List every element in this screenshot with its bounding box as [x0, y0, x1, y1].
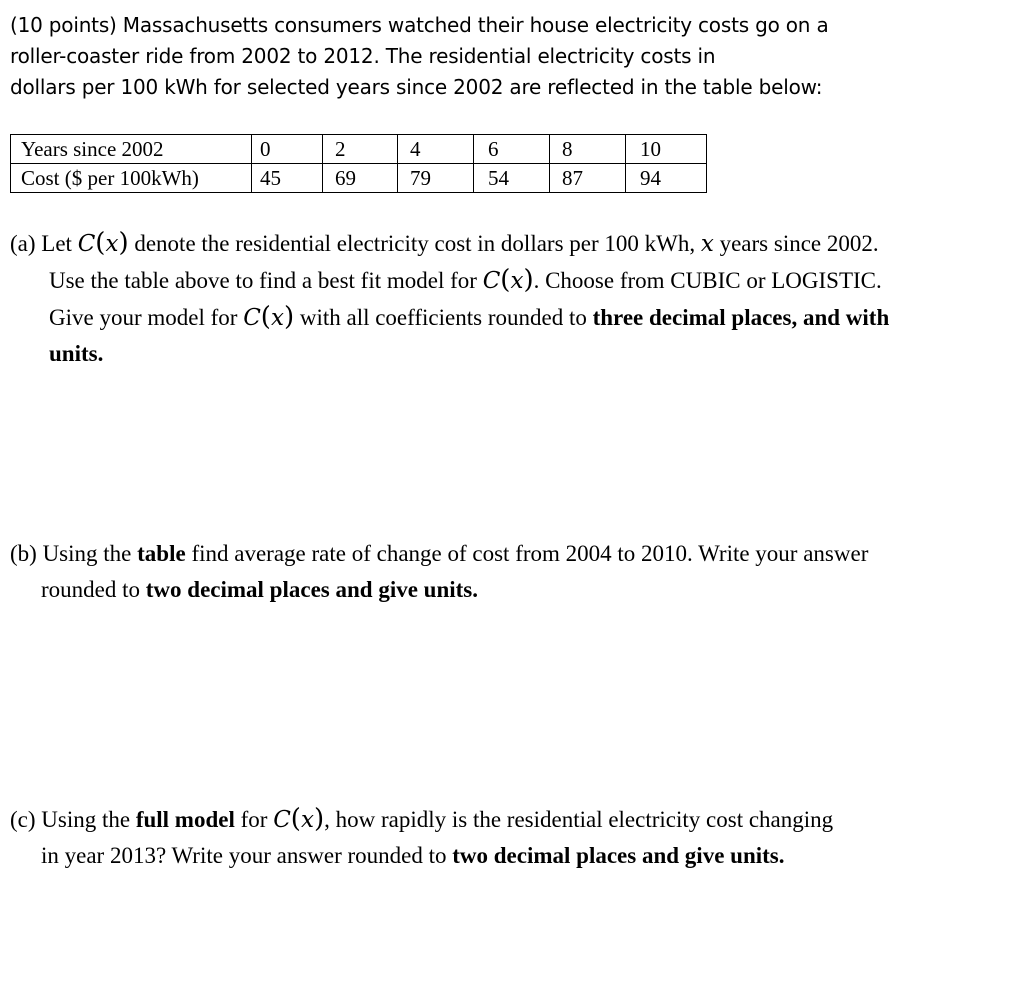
table-cell: 8: [550, 135, 626, 164]
question-c-line-2: [10, 838, 833, 874]
question-a-line-4: [10, 336, 889, 372]
bold-text: three decimal places, and with: [592, 305, 890, 330]
table-cell: 54: [474, 164, 550, 193]
text: (a) Let: [10, 231, 78, 256]
table-cell: 79: [398, 164, 474, 193]
table-row-years: [11, 135, 707, 164]
math-var: x: [270, 305, 284, 331]
question-a-line-1: [10, 225, 889, 262]
table-cell: 45: [252, 164, 323, 193]
math-c-of-x: C(x): [482, 265, 534, 295]
text: in year 2013? Write your answer rounded to: [41, 843, 453, 868]
text: (c) Using the: [10, 807, 136, 832]
question-b-line-1: [10, 536, 868, 572]
math-c-of-x: C(x): [77, 228, 129, 258]
bold-text: two decimal places and give units.: [452, 843, 785, 868]
table-row-cost: [11, 164, 707, 193]
question-b: [10, 536, 868, 608]
table-cell-years-label: Years since 2002: [11, 135, 252, 164]
table-cell-cost-label: Cost ($ per 100kWh): [11, 164, 252, 193]
text: years since 2002.: [713, 231, 879, 256]
text: Use the table above to find a best fit model for: [49, 268, 483, 293]
question-a: [10, 225, 889, 372]
intro-line-1: (10 points) Massachusetts consumers watched their house electricity costs go on a: [10, 13, 829, 37]
math-var: x: [510, 268, 524, 294]
question-a-line-2: [10, 262, 889, 299]
question-c-line-1: [10, 801, 833, 838]
bold-text: table: [137, 541, 186, 566]
cost-table: [10, 134, 707, 193]
question-a-line-3: [10, 299, 889, 336]
math-c-of-x: C(x): [243, 302, 295, 332]
table-cell: 10: [626, 135, 707, 164]
table-cell: 69: [323, 164, 398, 193]
question-b-line-2: [10, 572, 868, 608]
bold-text: units.: [49, 341, 104, 366]
text: (b) Using the: [10, 541, 138, 566]
table-cell: 0: [252, 135, 323, 164]
bold-text: two decimal places and give units.: [145, 577, 478, 602]
math-c-of-x: C(x): [273, 804, 325, 834]
text: rounded to: [41, 577, 146, 602]
question-c: [10, 801, 833, 874]
text: Give your model for: [49, 305, 244, 330]
bold-text: full model: [135, 807, 235, 832]
math-var: x: [105, 231, 119, 257]
problem-intro: [10, 10, 1010, 103]
math-func: C: [273, 807, 291, 833]
text: find average rate of change of cost from 2004 to 2010. Write your answer: [185, 541, 869, 566]
text: with all coefficients rounded to: [294, 305, 593, 330]
table-cell: 4: [398, 135, 474, 164]
intro-line-2: roller-coaster ride from 2002 to 2012. The residential electricity costs in: [10, 44, 716, 68]
table-cell: 6: [474, 135, 550, 164]
math-var: x: [300, 807, 314, 833]
math-func: C: [77, 231, 96, 257]
text: . Choose from CUBIC or LOGISTIC.: [533, 268, 882, 293]
math-var: x: [700, 231, 714, 257]
text: denote the residential electricity cost in dollars per 100 kWh,: [128, 231, 701, 256]
text: , how rapidly is the residential electricity cost changing: [324, 807, 834, 832]
math-func: C: [243, 305, 261, 331]
table-cell: 87: [550, 164, 626, 193]
table-cell: 94: [626, 164, 707, 193]
table-cell: 2: [323, 135, 398, 164]
text: for: [234, 807, 274, 832]
math-func: C: [482, 268, 501, 294]
intro-line-3: dollars per 100 kWh for selected years since 2002 are reflected in the table below:: [10, 75, 823, 99]
